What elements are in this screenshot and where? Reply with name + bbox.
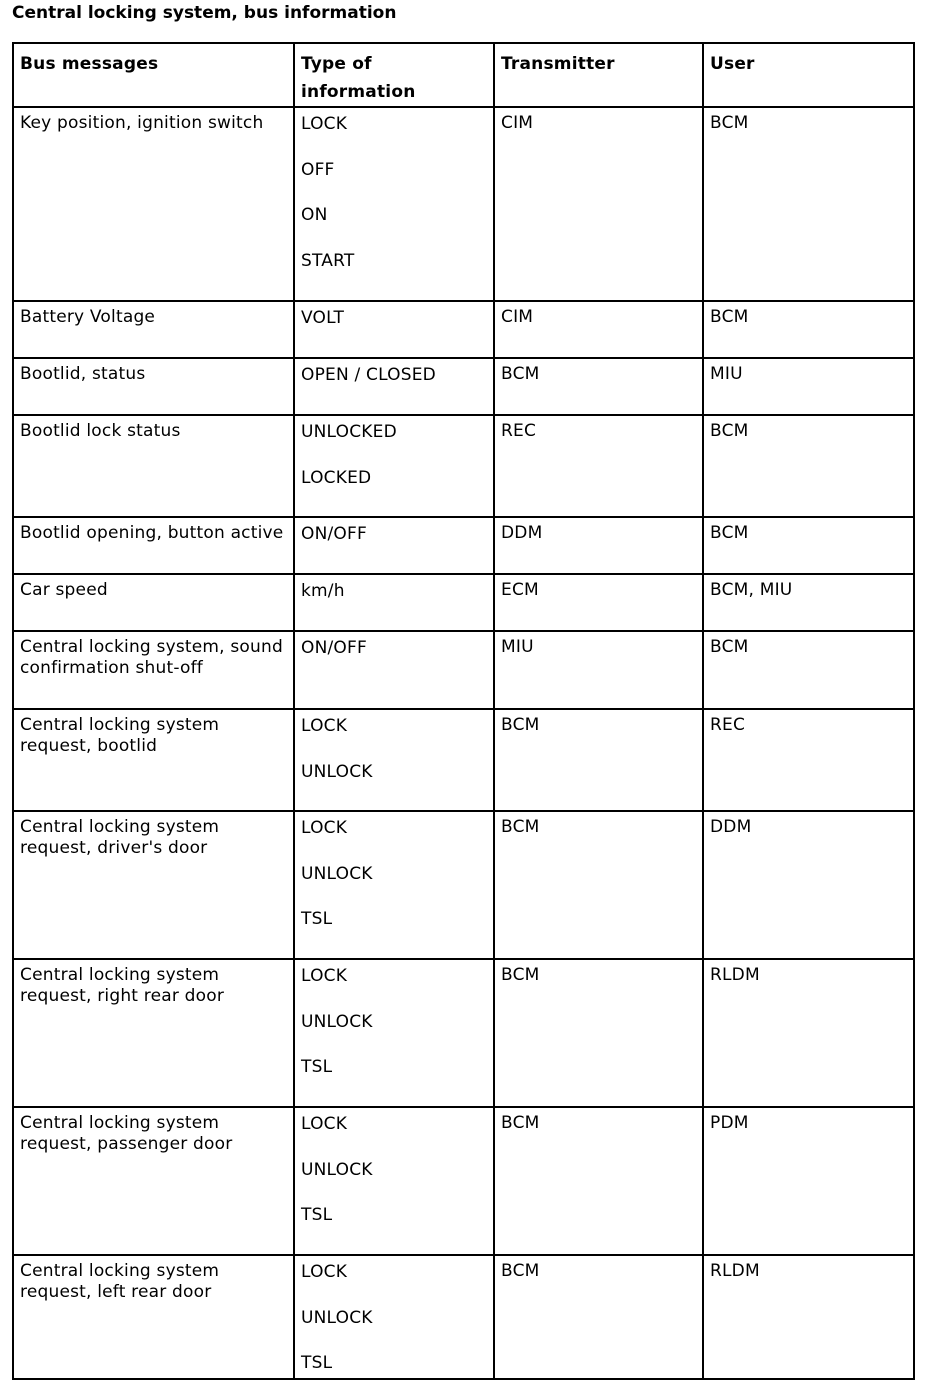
header-user: User bbox=[703, 43, 914, 107]
information-type-cell bbox=[294, 959, 494, 1107]
bus-message-cell: Key position, ignition switch bbox=[13, 107, 294, 301]
information-type-cell bbox=[294, 415, 494, 517]
bus-message-cell: Battery Voltage bbox=[13, 301, 294, 358]
table-row bbox=[13, 517, 914, 574]
header-bus-messages: Bus messages bbox=[13, 43, 294, 107]
bus-message-cell: Central locking system, sound confirmation shut-off bbox=[13, 631, 294, 709]
bus-message-cell: Central locking system request, bootlid bbox=[13, 709, 294, 811]
information-type-cell bbox=[294, 811, 494, 959]
table-row bbox=[13, 415, 914, 517]
table-row bbox=[13, 959, 914, 1107]
information-value: UNLOCK bbox=[301, 1307, 373, 1328]
bus-message-cell: Central locking system request, right rear door bbox=[13, 959, 294, 1107]
information-value: OPEN / CLOSED bbox=[301, 365, 436, 385]
information-value: TSL bbox=[301, 909, 333, 929]
transmitter-cell: BCM bbox=[494, 959, 703, 1107]
information-value: TSL bbox=[301, 1205, 333, 1225]
information-type-cell bbox=[294, 301, 494, 358]
information-value: km/h bbox=[301, 581, 345, 601]
header-type-of-information: Type of information bbox=[294, 43, 494, 107]
bus-message-cell: Central locking system request, left rear door bbox=[13, 1255, 294, 1379]
table-row bbox=[13, 107, 914, 301]
table-body bbox=[13, 107, 914, 1379]
table-header-row bbox=[13, 43, 914, 107]
information-value: ON/OFF bbox=[301, 638, 367, 658]
table-row bbox=[13, 811, 914, 959]
information-value: VOLT bbox=[301, 308, 345, 328]
information-type-cell bbox=[294, 358, 494, 415]
table-row bbox=[13, 1255, 914, 1379]
user-cell: BCM bbox=[703, 631, 914, 709]
table-row bbox=[13, 709, 914, 811]
bus-message-cell: Central locking system request, driver's door bbox=[13, 811, 294, 959]
user-cell: RLDM bbox=[703, 1255, 914, 1379]
bus-information-table bbox=[12, 42, 915, 1380]
transmitter-cell: ECM bbox=[494, 574, 703, 631]
information-value: UNLOCK bbox=[301, 761, 373, 782]
transmitter-cell: MIU bbox=[494, 631, 703, 709]
information-type-cell bbox=[294, 574, 494, 631]
bus-message-cell: Bootlid opening, button active bbox=[13, 517, 294, 574]
information-value: UNLOCK bbox=[301, 863, 373, 884]
user-cell: REC bbox=[703, 709, 914, 811]
table-row bbox=[13, 1107, 914, 1255]
table-row bbox=[13, 358, 914, 415]
information-type-cell bbox=[294, 1107, 494, 1255]
information-value: LOCK bbox=[301, 114, 348, 134]
user-cell: PDM bbox=[703, 1107, 914, 1255]
user-cell: BCM bbox=[703, 415, 914, 517]
user-cell: BCM bbox=[703, 517, 914, 574]
information-value: OFF bbox=[301, 159, 335, 180]
bus-message-cell: Bootlid, status bbox=[13, 358, 294, 415]
information-value: LOCK bbox=[301, 966, 348, 986]
transmitter-cell: CIM bbox=[494, 107, 703, 301]
transmitter-cell: BCM bbox=[494, 1255, 703, 1379]
table-row bbox=[13, 301, 914, 358]
information-value: ON/OFF bbox=[301, 524, 367, 544]
user-cell: MIU bbox=[703, 358, 914, 415]
header-transmitter: Transmitter bbox=[494, 43, 703, 107]
bus-message-cell: Central locking system request, passenger door bbox=[13, 1107, 294, 1255]
transmitter-cell: BCM bbox=[494, 811, 703, 959]
transmitter-cell: BCM bbox=[494, 1107, 703, 1255]
transmitter-cell: BCM bbox=[494, 709, 703, 811]
transmitter-cell: CIM bbox=[494, 301, 703, 358]
bus-message-cell: Car speed bbox=[13, 574, 294, 631]
information-type-cell bbox=[294, 709, 494, 811]
information-value: LOCK bbox=[301, 1262, 348, 1282]
information-type-cell bbox=[294, 1255, 494, 1379]
information-value: UNLOCKED bbox=[301, 422, 397, 442]
information-type-cell bbox=[294, 107, 494, 301]
transmitter-cell: DDM bbox=[494, 517, 703, 574]
user-cell: BCM bbox=[703, 107, 914, 301]
user-cell: DDM bbox=[703, 811, 914, 959]
user-cell: BCM, MIU bbox=[703, 574, 914, 631]
user-cell: RLDM bbox=[703, 959, 914, 1107]
information-value: LOCK bbox=[301, 716, 348, 736]
information-value: UNLOCK bbox=[301, 1159, 373, 1180]
user-cell: BCM bbox=[703, 301, 914, 358]
information-value: ON bbox=[301, 205, 328, 225]
information-value: LOCK bbox=[301, 1114, 348, 1134]
information-value: LOCK bbox=[301, 818, 348, 838]
page-title: Central locking system, bus information bbox=[12, 3, 397, 23]
information-type-cell bbox=[294, 631, 494, 709]
transmitter-cell: BCM bbox=[494, 358, 703, 415]
information-value: TSL bbox=[301, 1353, 333, 1373]
information-value: START bbox=[301, 250, 355, 271]
transmitter-cell: REC bbox=[494, 415, 703, 517]
information-type-cell bbox=[294, 517, 494, 574]
information-value: UNLOCK bbox=[301, 1011, 373, 1032]
table-row bbox=[13, 574, 914, 631]
table-row bbox=[13, 631, 914, 709]
bus-message-cell: Bootlid lock status bbox=[13, 415, 294, 517]
information-value: TSL bbox=[301, 1057, 333, 1077]
information-value: LOCKED bbox=[301, 467, 372, 488]
